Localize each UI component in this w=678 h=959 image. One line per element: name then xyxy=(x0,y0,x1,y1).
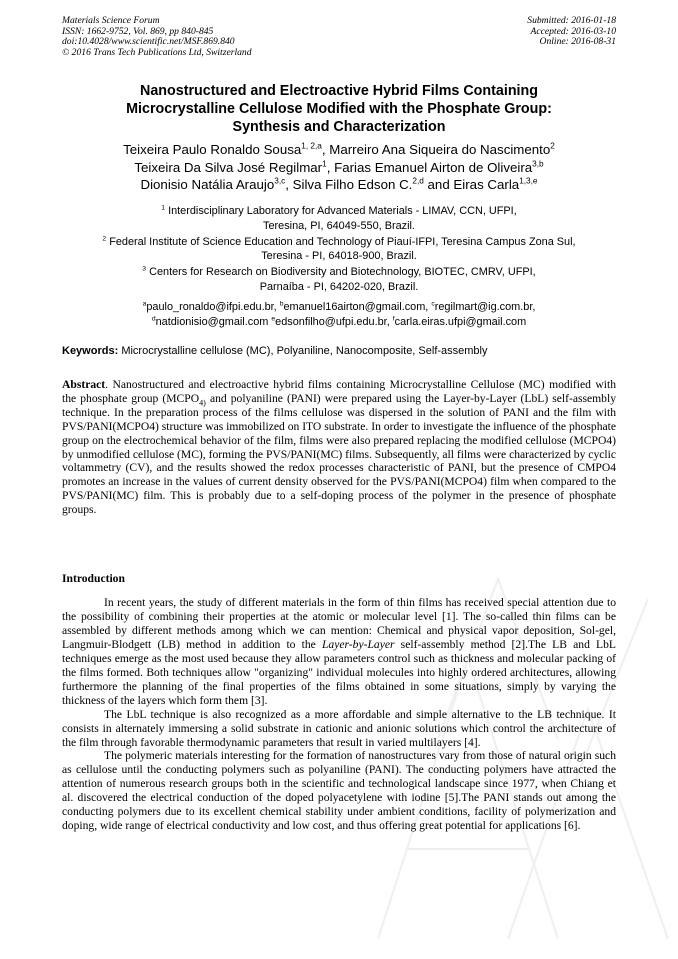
affiliation xyxy=(58,204,620,233)
author-affil-marker: 1,3,e xyxy=(519,176,538,186)
affiliation-line: Centers for Research on Biodiversity and Biotechnology, BIOTEC, CMRV, UFPI, xyxy=(149,266,536,279)
abstract-text: and polyaniline (PANI) were prepared using the Layer-by-Layer (LbL) self-assembly technique. In the preparation process of the films cellulose was dispersed in the solution of PANI and the film with PVS/PANI(MCPO4) structure was immobilized on ITO substrate. In order to investigate the influence of the phosphate group on the electrochemical behavior of the film, films were also prepared replacing the modified cellulose (MCPO4) by unmodified cellulose (MC), forming the PVS/PANI(MC) films. Subsequently, all films were characterized by cyclic voltammetry (CV), and the results showed the redox processes characteristic of PANI, but the presence of CMPO4 promotes an increase in the values of current density observed for the PVS/PANI(MCPO4) film when compared to the PVS/PANI(MC) film. This is probably due to a self-doping process of the polymer in the presence of phosphate groups. xyxy=(62,391,616,517)
email-marker: a xyxy=(142,300,147,308)
author-conjunction: and xyxy=(427,177,450,193)
affiliation-line: Teresina, PI, 64049-550, Brazil. xyxy=(263,219,415,232)
journal-copyright: © 2016 Trans Tech Publications Ltd, Switzerland xyxy=(62,46,252,58)
email-link[interactable]: natdionisio@gmail.com xyxy=(155,315,269,328)
affiliation-line: Teresina - PI, 64018-900, Brazil. xyxy=(261,250,417,263)
author-affil-marker: 3,b xyxy=(532,159,544,169)
introduction-body xyxy=(62,596,616,833)
author-list: Teixeira Paulo Ronaldo Sousa$^{1, 2,a}$, Marreiro Ana Siqueira do Nascimento$^2$ Teixeira Da Silva José Regilmar$^1$, Farias Emanuel Airton de Oliveira$^{3,b}$ Dionisio Natália Araujo$^{3,c}$, Silva Filho Edson C.$^{2,d}$ and Eiras Carla$^{1,3,e}$ xyxy=(123,141,555,193)
email-marker: b xyxy=(279,300,284,308)
author-name: Dionisio Natália Araujo xyxy=(140,177,275,193)
email-link[interactable]: paulo_ronaldo@ifpi.edu.br, xyxy=(146,301,277,313)
keywords xyxy=(62,344,616,358)
affiliation-number: 1 xyxy=(161,204,166,212)
email-link[interactable]: edsonfilho@ufpi.edu.br, xyxy=(275,315,390,328)
affiliation-number: 2 xyxy=(102,235,107,243)
date-submitted: Submitted: 2016-01-18 xyxy=(527,15,616,26)
paragraph: The LbL technique is also recognized as a more affordable and simple alternative to the LB technique. It consists in alternately immersing a solid substrate in cationic and anionic solutions which control the architecture of the film through favorable thermodynamic parameters that result in varied multilayers [4]. xyxy=(62,707,616,749)
email-link[interactable]: emanuel16airton@gmail.com, xyxy=(283,301,429,313)
paragraph xyxy=(62,596,616,708)
author-emails xyxy=(58,300,620,329)
author-name: Silva Filho Edson C. xyxy=(292,177,413,193)
author-name: Farias Emanuel Airton de Oliveira xyxy=(334,159,533,175)
paragraph: The polymeric materials interesting for the formation of nanostructures vary from those of natural origin such as cellulose until the conducting polymers such as polyaniline (PANI). The conducting polymers have attracted the attention of numerous research groups both in the scientific and technological landscape since 1977, when Chiang et al. discovered the electrical conduction of the doped polyacetylene with iodine [5].The PANI stands out among the conducting polymers due to its excellent chemical stability under ambient conditions, facility of polymerization and doping, wide range of electrical conductivity and low cost, and thus offering great potential for applications [6]. xyxy=(62,749,616,833)
author-name: Eiras Carla xyxy=(453,177,520,193)
title-line: Synthesis and Characterization xyxy=(232,119,446,136)
keywords-text: Microcrystalline cellulose (MC), Polyaniline, Nanocomposite, Self-assembly xyxy=(121,345,488,357)
affiliation-number: 3 xyxy=(142,265,147,273)
paper-title xyxy=(62,82,616,137)
email-marker: f xyxy=(392,314,395,322)
author-name: Teixeira Paulo Ronaldo Sousa xyxy=(123,142,302,157)
affiliations xyxy=(58,204,620,296)
author-affil-marker: 2,d xyxy=(412,176,424,186)
author-name: Marreiro Ana Siqueira do Nascimento xyxy=(329,142,551,157)
affiliation xyxy=(58,265,620,294)
journal-doi: doi:10.4028/www.scientific.net/MSF.869.840 xyxy=(62,36,235,48)
journal-name: Materials Science Forum xyxy=(62,15,160,26)
paragraph-text: self-assembly method [2].The LB and LbL techniques emerge as the most used because they allow parameters control such as thickness and molecular packing of the films formed. Both techniques allow "organizing" individual molecules into highly ordered architectures, allowing furthermore the planning of the final properties of the films obtained in some situations, simply by varying the thickness of the layers which form them [3]. xyxy=(62,637,617,707)
journal-issn: ISSN: 1662-9752, Vol. 869, pp 840-845 xyxy=(62,25,214,37)
email-marker: d xyxy=(151,314,156,322)
abstract-subscript: 4) xyxy=(199,398,206,408)
author-name: Teixeira Da Silva José Regilmar xyxy=(134,159,323,175)
author-affil-marker: 1, 2,a xyxy=(301,141,322,151)
affiliation-line: Federal Institute of Science Education and Technology of Piauí-IFPI, Teresina Campus Zona Sul, xyxy=(109,235,576,248)
abstract-text: . Nanostructured and electroactive hybrid films containing Microcrystalline Cellulose (MC) modified with the phosphate group (MCPO xyxy=(62,378,616,405)
paragraph-text: In recent years, the study of different materials in the form of thin films has received special attention due to the possibility of combining their properties at the atomic or molecular level [1]. The so-called thin films can be assembled by different methods among which we can mention: Chemical and physical vapor deposition, Sol-gel, Langmuir-Blodgett (LB) method in addition to the xyxy=(62,596,616,651)
abstract xyxy=(62,378,616,517)
title-line: Microcrystalline Cellulose Modified with the Phosphate Group: xyxy=(126,101,552,118)
date-online: Online: 2016-08-31 xyxy=(539,36,616,48)
email-marker: e xyxy=(271,314,276,322)
section-heading: Introduction xyxy=(62,572,125,585)
affiliation-line: Interdisciplinary Laboratory for Advanced Materials - LIMAV, CCN, UFPI, xyxy=(168,205,517,217)
dates-header xyxy=(527,16,616,48)
abstract-label: Abstract xyxy=(62,378,106,391)
keywords-label: Keywords: xyxy=(62,345,119,357)
paragraph-italic: Layer-by-Layer xyxy=(321,637,395,651)
email-link[interactable]: carla.eiras.ufpi@gmail.com xyxy=(394,315,527,328)
email-marker: c xyxy=(431,300,435,308)
email-link[interactable]: regilmart@ig.com.br, xyxy=(434,301,536,313)
author-affil-marker: 3,c xyxy=(274,176,286,186)
author-affil-marker: 2 xyxy=(550,141,555,151)
title-line: Nanostructured and Electroactive Hybrid Films Containing xyxy=(140,83,538,99)
affiliation-line: Parnaíba - PI, 64202-020, Brazil. xyxy=(259,280,419,293)
journal-header xyxy=(62,16,252,58)
date-accepted: Accepted: 2016-03-10 xyxy=(530,25,616,37)
affiliation xyxy=(58,235,620,264)
author-affil-marker: 1 xyxy=(322,159,327,169)
